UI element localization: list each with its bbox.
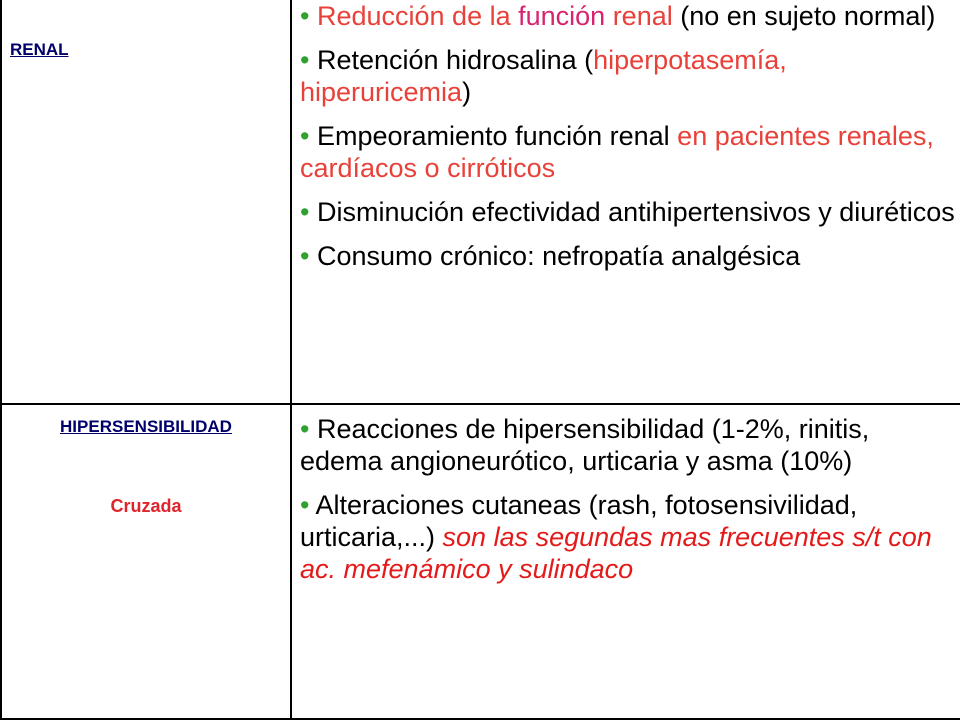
table-row-divider: [0, 403, 960, 405]
bullet-text: en pacientes renales, cardíacos o cirróticos: [300, 121, 934, 183]
list-item: [300, 413, 955, 477]
list-item: [300, 489, 955, 585]
bullet-text: Consumo crónico: nefropatía analgésica: [316, 241, 801, 271]
bullet-text: Disminución efectividad antihipertensivos y diuréticos: [316, 197, 955, 227]
bullet-text: Reacciones de hipersensibilidad (1-2%, rinitis, edema angioneurótico, urticaria y asma (10%): [300, 414, 870, 476]
bullet-text: (no en sujeto normal): [672, 1, 936, 31]
bullet-icon: •: [300, 121, 310, 151]
bullet-icon: •: [300, 414, 310, 444]
bullet-text: Reducción de la: [316, 1, 519, 31]
list-item: [300, 0, 955, 32]
row-sublabel-cruzada: Cruzada: [110, 496, 182, 516]
list-item: [300, 240, 955, 272]
bullet-icon: •: [300, 45, 310, 75]
list-item: [300, 120, 955, 184]
bullet-text: función: [518, 1, 606, 31]
bullet-icon: •: [300, 241, 310, 271]
table-border-left: [0, 0, 2, 720]
bullet-text: Retención hidrosalina (: [316, 45, 594, 75]
row-content-hipersensibilidad: [300, 413, 955, 597]
bullet-text: Alteraciones cutaneas (rash, fotosensivilidad, urticaria,...): [300, 490, 858, 552]
row-content-renal: [300, 0, 955, 284]
table-column-divider: [290, 0, 292, 720]
bullet-text: son las segundas mas frecuentes s/t con ac. mefenámico y sulindaco: [300, 522, 932, 584]
bullet-icon: •: [300, 1, 310, 31]
bullet-icon: •: [300, 490, 310, 520]
row-label-hipersensibilidad: HIPERSENSIBILIDAD: [60, 417, 232, 436]
bullet-text: ): [462, 77, 472, 107]
list-item: [300, 44, 955, 108]
bullet-text: renal: [605, 1, 673, 31]
bullet-text: hiperpotasemía, hiperuricemia: [300, 45, 787, 107]
bullet-icon: •: [300, 197, 310, 227]
bullet-text: Empeoramiento función renal: [316, 121, 678, 151]
list-item: [300, 196, 955, 228]
row-label-renal: RENAL: [10, 40, 69, 59]
